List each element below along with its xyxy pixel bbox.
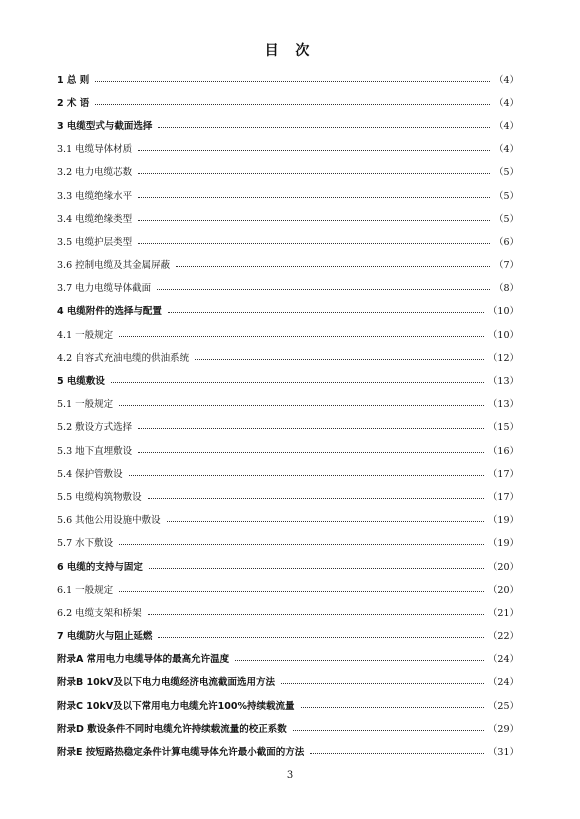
toc-entry-label: 5.3 地下直埋敷设 bbox=[57, 445, 133, 457]
dot-leader bbox=[301, 706, 484, 708]
toc-entry-page: （24） bbox=[487, 677, 519, 689]
dot-leader bbox=[158, 636, 483, 638]
toc-entry-label: 3.7 电力电缆导体截面 bbox=[57, 283, 152, 295]
toc-entry[interactable] bbox=[57, 624, 519, 647]
dot-leader bbox=[138, 427, 484, 429]
toc-entry-page: （22） bbox=[487, 631, 519, 643]
toc-entry-label: 5.7 水下敷设 bbox=[57, 538, 114, 550]
toc-entry-page: （5） bbox=[493, 167, 519, 179]
dot-leader bbox=[138, 219, 490, 221]
toc-entry-label: 7 电缆防火与阻止延燃 bbox=[57, 631, 153, 643]
toc-entry-page: （13） bbox=[487, 376, 519, 388]
toc-entry-label: 3.4 电缆绝缘类型 bbox=[57, 213, 133, 225]
toc-entry-page: （5） bbox=[493, 213, 519, 225]
toc-entry-label: 3.5 电缆护层类型 bbox=[57, 236, 133, 248]
dot-leader bbox=[168, 311, 484, 313]
toc-entry-page: （12） bbox=[487, 352, 519, 364]
dot-leader bbox=[149, 567, 484, 569]
toc-entry-label: 5.1 一般规定 bbox=[57, 399, 114, 411]
dot-leader bbox=[119, 590, 484, 592]
toc-entry-page: （8） bbox=[493, 283, 519, 295]
toc-entry-label: 5.6 其他公用设施中敷设 bbox=[57, 515, 161, 527]
toc-entry-page: （4） bbox=[493, 97, 519, 109]
dot-leader bbox=[235, 659, 484, 661]
toc-entry-page: （24） bbox=[487, 654, 519, 666]
toc-entry-page: （17） bbox=[487, 491, 519, 503]
dot-leader bbox=[138, 451, 484, 453]
dot-leader bbox=[281, 682, 484, 684]
toc-entry[interactable] bbox=[57, 508, 519, 531]
toc-entry-page: （20） bbox=[487, 584, 519, 596]
toc-entry-page: （25） bbox=[487, 700, 519, 712]
toc-entry-label: 附录D 敷设条件不同时电缆允许持续载流量的校正系数 bbox=[57, 723, 287, 735]
toc-entry-page: （16） bbox=[487, 445, 519, 457]
toc-entry[interactable] bbox=[57, 554, 519, 577]
dot-leader bbox=[95, 103, 490, 105]
dot-leader bbox=[138, 196, 490, 198]
toc-entry[interactable] bbox=[57, 415, 519, 438]
toc-entry-label: 附录E 按短路热稳定条件计算电缆导体允许最小截面的方法 bbox=[57, 747, 305, 759]
dot-leader bbox=[138, 172, 490, 174]
toc-entry[interactable] bbox=[57, 392, 519, 415]
toc-entry-label: 5.2 敷设方式选择 bbox=[57, 422, 133, 434]
toc-entry[interactable] bbox=[57, 577, 519, 600]
dot-leader bbox=[148, 497, 484, 499]
toc-entry-page: （13） bbox=[487, 399, 519, 411]
toc-entry[interactable] bbox=[57, 253, 519, 276]
toc-entry-label: 5.4 保护管敷设 bbox=[57, 468, 123, 480]
toc-entry[interactable] bbox=[57, 647, 519, 670]
dot-leader bbox=[293, 729, 484, 731]
toc-entry-label: 1 总 则 bbox=[57, 74, 90, 86]
toc-entry[interactable] bbox=[57, 90, 519, 113]
toc-entry-page: （4） bbox=[493, 120, 519, 132]
toc-entry-label: 4 电缆附件的选择与配置 bbox=[57, 306, 162, 318]
dot-leader bbox=[138, 242, 490, 244]
toc-entry-page: （6） bbox=[493, 236, 519, 248]
toc-entry-label: 5.5 电缆构筑物敷设 bbox=[57, 491, 142, 503]
toc-entry[interactable] bbox=[57, 716, 519, 739]
dot-leader bbox=[119, 335, 484, 337]
toc-entry[interactable] bbox=[57, 137, 519, 160]
toc-entry[interactable] bbox=[57, 206, 519, 229]
toc-entry[interactable] bbox=[57, 276, 519, 299]
toc-entry[interactable] bbox=[57, 229, 519, 252]
toc-entry-page: （7） bbox=[493, 260, 519, 272]
dot-leader bbox=[195, 358, 484, 360]
toc-entry-page: （10） bbox=[487, 329, 519, 341]
toc-entry-label: 附录C 10kV及以下常用电力电缆允许100%持续载流量 bbox=[57, 700, 295, 712]
dot-leader bbox=[167, 520, 484, 522]
toc-entry-page: （21） bbox=[487, 607, 519, 619]
toc-entry-page: （20） bbox=[487, 561, 519, 573]
toc-entry[interactable] bbox=[57, 531, 519, 554]
toc-entry-label: 2 术 语 bbox=[57, 97, 90, 109]
toc-entry[interactable] bbox=[57, 368, 519, 391]
toc-entry[interactable] bbox=[57, 345, 519, 368]
toc-entry-page: （17） bbox=[487, 468, 519, 480]
toc-entry-page: （15） bbox=[487, 422, 519, 434]
toc-entry-label: 5 电缆敷设 bbox=[57, 376, 105, 388]
toc-entry[interactable] bbox=[57, 113, 519, 136]
toc-entry-page: （19） bbox=[487, 538, 519, 550]
toc-entry[interactable] bbox=[57, 670, 519, 693]
toc-entry-label: 3.3 电缆绝缘水平 bbox=[57, 190, 133, 202]
dot-leader bbox=[129, 474, 484, 476]
toc-entry-label: 6.2 电缆支架和桥架 bbox=[57, 607, 142, 619]
toc-entry-page: （10） bbox=[487, 306, 519, 318]
toc-entry-label: 6 电缆的支持与固定 bbox=[57, 561, 143, 573]
toc-entry[interactable] bbox=[57, 600, 519, 623]
toc-title: 目 次 bbox=[264, 43, 316, 59]
toc-entry[interactable] bbox=[57, 461, 519, 484]
page-number: 3 bbox=[286, 770, 294, 781]
toc-entry[interactable] bbox=[57, 67, 519, 90]
toc-entry-label: 6.1 一般规定 bbox=[57, 584, 114, 596]
dot-leader bbox=[158, 126, 490, 128]
toc-entry-label: 4.1 一般规定 bbox=[57, 329, 114, 341]
toc-entry-page: （29） bbox=[487, 723, 519, 735]
toc-entry-label: 3.1 电缆导体材质 bbox=[57, 144, 133, 156]
toc-entry[interactable] bbox=[57, 160, 519, 183]
dot-leader bbox=[95, 80, 490, 82]
toc-entry-label: 附录A 常用电力电缆导体的最高允许温度 bbox=[57, 654, 230, 666]
toc-entry-label: 3.6 控制电缆及其金属屏蔽 bbox=[57, 260, 171, 272]
toc-entry-page: （19） bbox=[487, 515, 519, 527]
dot-leader bbox=[157, 288, 490, 290]
toc-entry[interactable] bbox=[57, 183, 519, 206]
toc-entry-label: 附录B 10kV及以下电力电缆经济电流截面选用方法 bbox=[57, 677, 275, 689]
dot-leader bbox=[138, 149, 490, 151]
table-of-contents bbox=[57, 67, 519, 763]
toc-entry-page: （5） bbox=[493, 190, 519, 202]
toc-entry-page: （31） bbox=[487, 747, 519, 759]
dot-leader bbox=[148, 613, 484, 615]
dot-leader bbox=[111, 381, 484, 383]
toc-entry[interactable] bbox=[57, 739, 519, 762]
toc-entry[interactable] bbox=[57, 322, 519, 345]
dot-leader bbox=[119, 404, 484, 406]
toc-entry[interactable] bbox=[57, 299, 519, 322]
toc-entry-label: 3.2 电力电缆芯数 bbox=[57, 167, 133, 179]
toc-entry[interactable] bbox=[57, 693, 519, 716]
toc-entry[interactable] bbox=[57, 438, 519, 461]
dot-leader bbox=[119, 543, 484, 545]
toc-entry[interactable] bbox=[57, 484, 519, 507]
toc-entry-label: 4.2 自容式充油电缆的供油系统 bbox=[57, 352, 190, 364]
dot-leader bbox=[310, 752, 484, 754]
toc-entry-page: （4） bbox=[493, 74, 519, 86]
toc-entry-page: （4） bbox=[493, 144, 519, 156]
toc-entry-label: 3 电缆型式与截面选择 bbox=[57, 120, 153, 132]
dot-leader bbox=[176, 265, 490, 267]
